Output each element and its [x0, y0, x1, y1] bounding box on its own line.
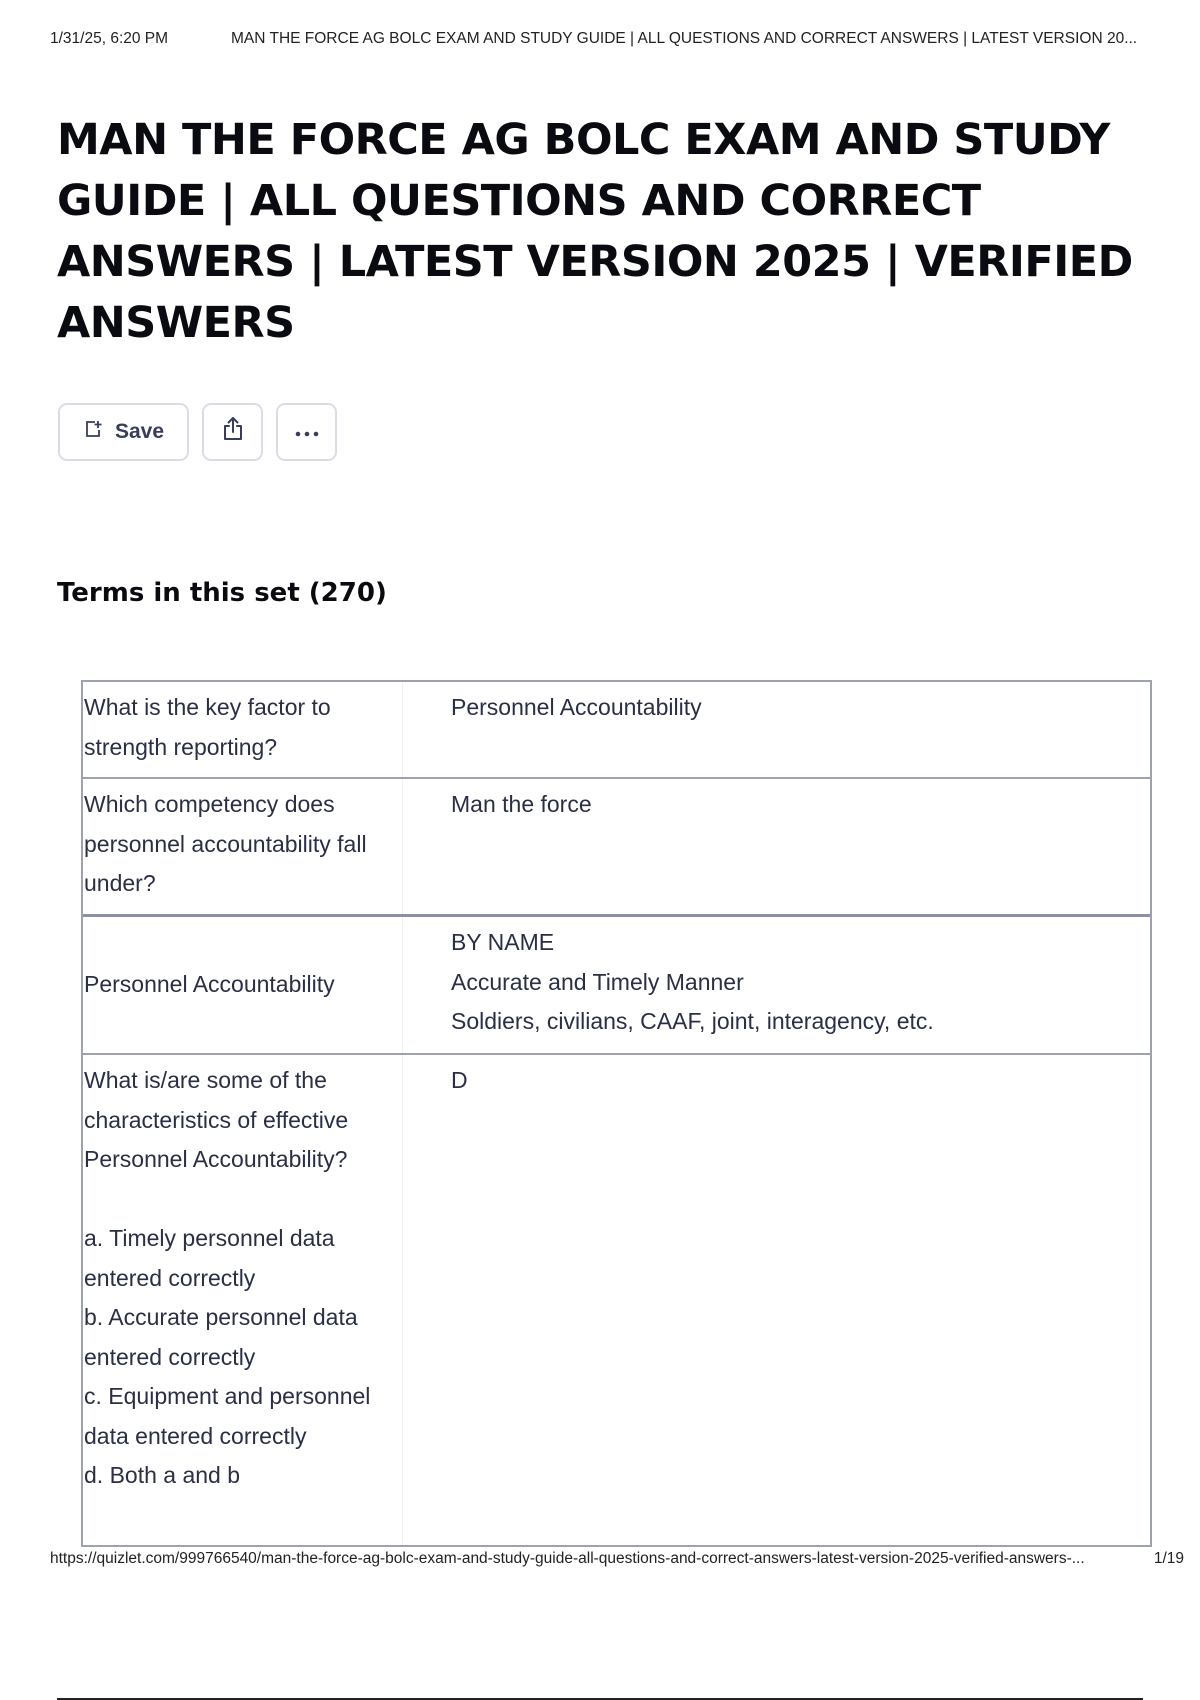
term-row: [83, 1053, 1150, 1545]
share-button[interactable]: [202, 403, 263, 461]
action-bar: [58, 403, 337, 461]
term-text: Personnel Accountability: [83, 917, 403, 1053]
page-number: 1/19: [1153, 1550, 1184, 1567]
definition-text: BY NAME Accurate and Timely Manner Soldiers, civilians, CAAF, joint, interagency, etc.: [451, 929, 934, 1034]
more-options-button[interactable]: [276, 403, 337, 461]
terms-table: [81, 680, 1152, 1547]
definition-text: Man the force: [451, 791, 592, 817]
term-row: [83, 914, 1150, 1053]
print-timestamp: 1/31/25, 6:20 PM: [50, 30, 169, 47]
save-button[interactable]: [58, 403, 189, 461]
print-url: https://quizlet.com/999766540/man-the-force-ag-bolc-exam-and-study-guide-all-questions-and-correct-answers-latest-version-2025-verified-answers-...: [50, 1550, 1085, 1567]
term-text: Which competency does personnel accountability fall under?: [83, 779, 403, 914]
more-icon: [293, 420, 321, 444]
share-icon: [219, 415, 247, 449]
term-row: [83, 682, 1150, 777]
terms-heading: Terms in this set (270): [57, 578, 387, 608]
definition-text: Personnel Accountability: [451, 694, 702, 720]
save-button-label: Save: [114, 420, 165, 443]
term-text: What is/are some of the characteristics of effective Personnel Accountability? a. Timely personnel data entered correctly b. Accurate personnel data entered correctly c. Equipment and personnel data entered correctly d. Both a and b: [83, 1055, 403, 1545]
term-text: What is the key factor to strength reporting?: [83, 682, 403, 777]
term-row: [83, 777, 1150, 914]
page-title: MAN THE FORCE AG BOLC EXAM AND STUDY GUIDE | ALL QUESTIONS AND CORRECT ANSWERS | LATEST VERSION 2025 | VERIFIED ANSWERS: [57, 115, 1133, 348]
definition-text: D: [451, 1067, 468, 1093]
save-icon: [83, 419, 103, 445]
print-document-title: MAN THE FORCE AG BOLC EXAM AND STUDY GUIDE | ALL QUESTIONS AND CORRECT ANSWERS | LATEST VERSION 20...: [231, 30, 1138, 47]
